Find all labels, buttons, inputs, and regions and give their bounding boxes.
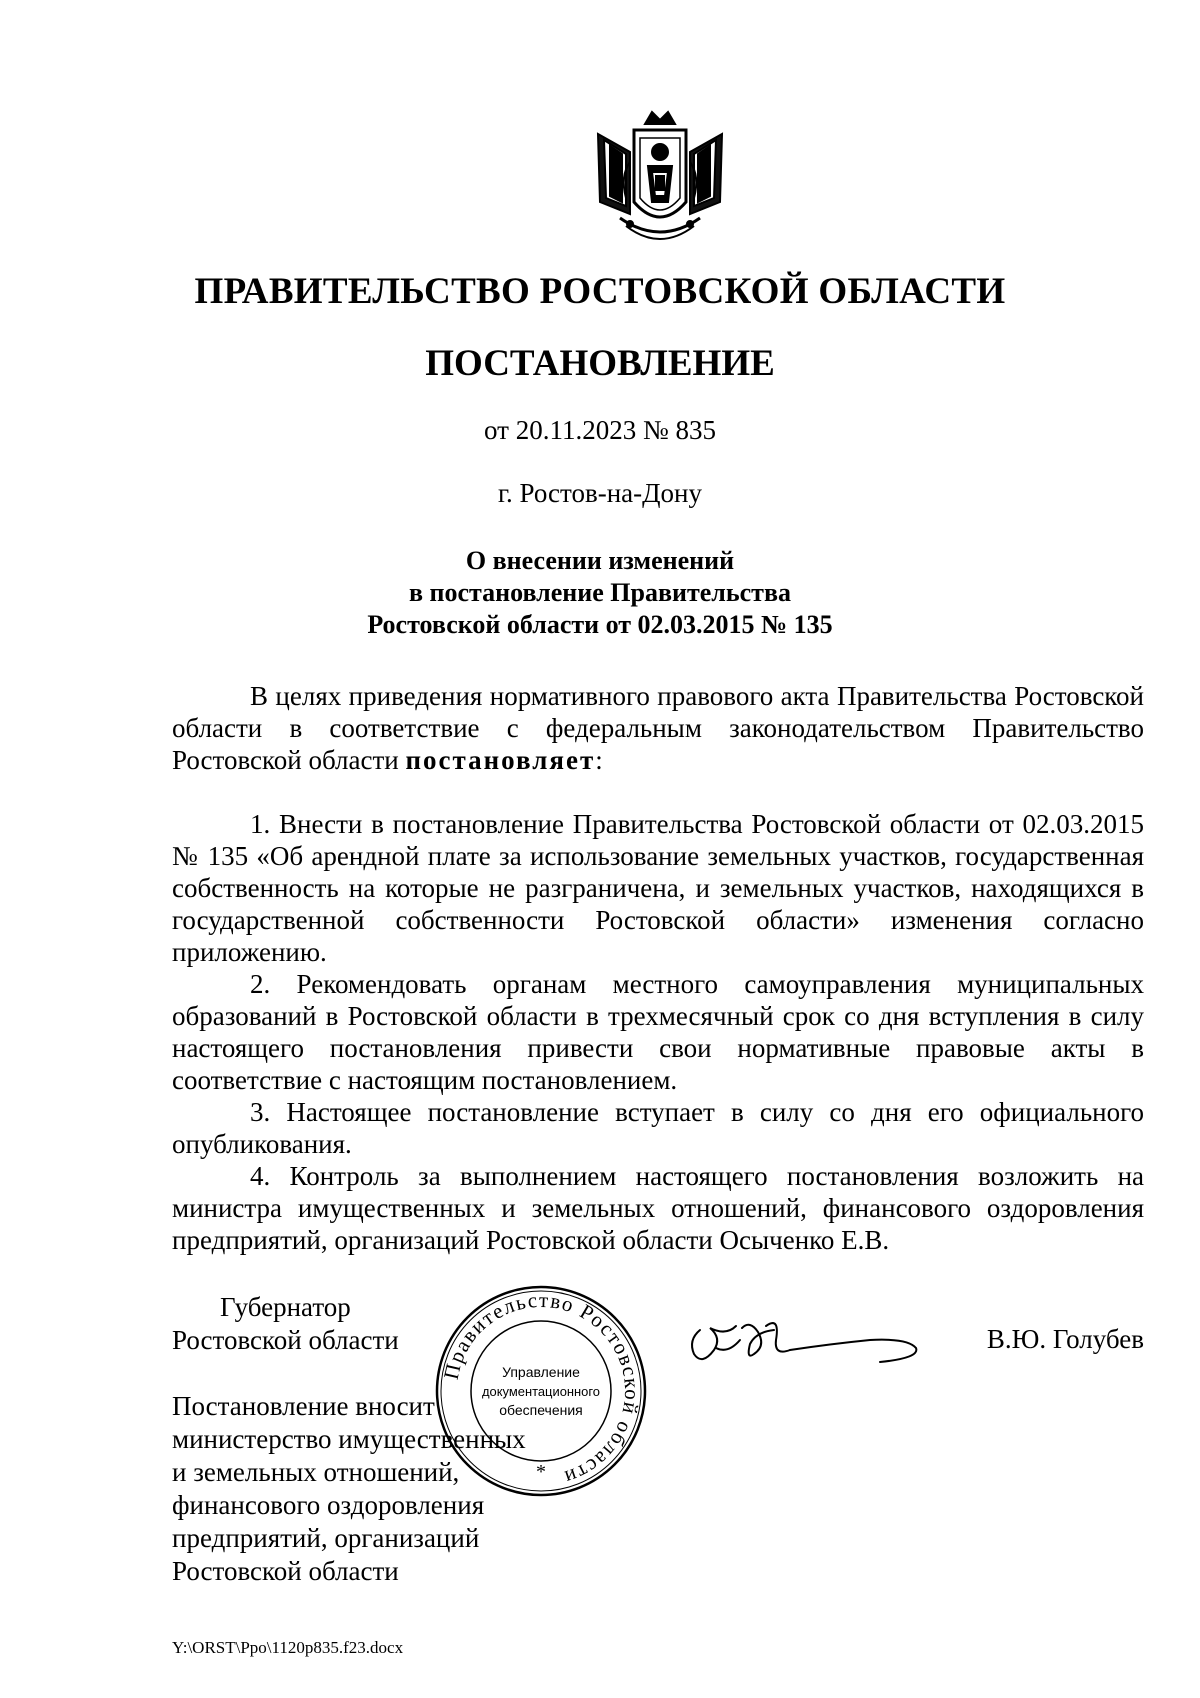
signatory-name: В.Ю. Голубев (986, 1324, 1144, 1354)
preamble-emphasis: постановляет (405, 745, 596, 775)
submitter-line-3: и земельных отношений, (172, 1457, 460, 1487)
signatory-title-line-2: Ростовской области (172, 1325, 399, 1355)
file-path: Y:\ORST\Ppo\1120p835.f23.docx (172, 1638, 404, 1657)
seal-star: * (536, 1461, 546, 1483)
submitter-line-2: министерство имущественных (172, 1424, 526, 1454)
coat-of-arms-icon (590, 106, 730, 252)
subject-line-2: в постановление Правительства (408, 578, 791, 607)
submitter-line-4: финансового оздоровления (172, 1490, 485, 1520)
preamble-text: В целях приведения нормативного правового акта Правительства Ростовской области в соответствие с федеральным законодательством Правительство Ростовской области (172, 681, 1144, 775)
clause-2: 2. Рекомендовать органам местного самоуправления муниципальных образований в Ростовской области в трехмесячный срок со дня вступления в силу настоящего постановления привести свои нормативные правовые акты в соответствие с настоящим постановлением. (172, 969, 1144, 1095)
seal-center-line-3: обеспечения (499, 1402, 583, 1418)
preamble-paragraph (172, 680, 1144, 776)
subject-line-1: О внесении изменений (465, 546, 735, 575)
submitter-line-1: Постановление вносит (172, 1391, 435, 1421)
clause-1: 1. Внести в постановление Правительства Ростовской области от 02.03.2015 № 135 «Об арендной плате за использование земельных участков, государственная собственность на которые не разграничена, и земельных участков, находящихся в государственной собственности Ростовской области» изменения согласно приложению. (172, 809, 1144, 967)
clause-4: 4. Контроль за выполнением настоящего постановления возложить на министра имущественных и земельных отношений, финансового оздоровления предприятий, организаций Ростовской области Осыченко Е.В. (172, 1161, 1144, 1255)
organization-name: ПРАВИТЕЛЬСТВО РОСТОВСКОЙ ОБЛАСТИ (194, 271, 1006, 312)
signatory-title-line-1: Губернатор (220, 1292, 351, 1322)
official-seal (432, 1282, 650, 1500)
subject-line-3: Ростовской области от 02.03.2015 № 135 (367, 610, 833, 639)
seal-center-line-2: документационного (482, 1384, 600, 1399)
document-subject (0, 545, 1200, 641)
clause-3: 3. Настоящее постановление вступает в силу со дня его официального опубликования. (172, 1097, 1144, 1159)
document-city: г. Ростов-на-Дону (497, 478, 702, 508)
handwritten-signature (680, 1310, 925, 1372)
seal-center-line-1: Управление (502, 1364, 580, 1380)
document-date-number: от 20.11.2023 № 835 (484, 415, 716, 445)
document-type: ПОСТАНОВЛЕНИЕ (425, 343, 775, 384)
seal-ring-text: Правительство Ростовской области (438, 1287, 645, 1491)
preamble-end: : (595, 745, 603, 775)
document-body (172, 680, 1144, 1256)
submitter-line-6: Ростовской области (172, 1556, 399, 1586)
submitter-line-5: предприятий, организаций (172, 1523, 480, 1553)
signatory-title (172, 1291, 399, 1357)
